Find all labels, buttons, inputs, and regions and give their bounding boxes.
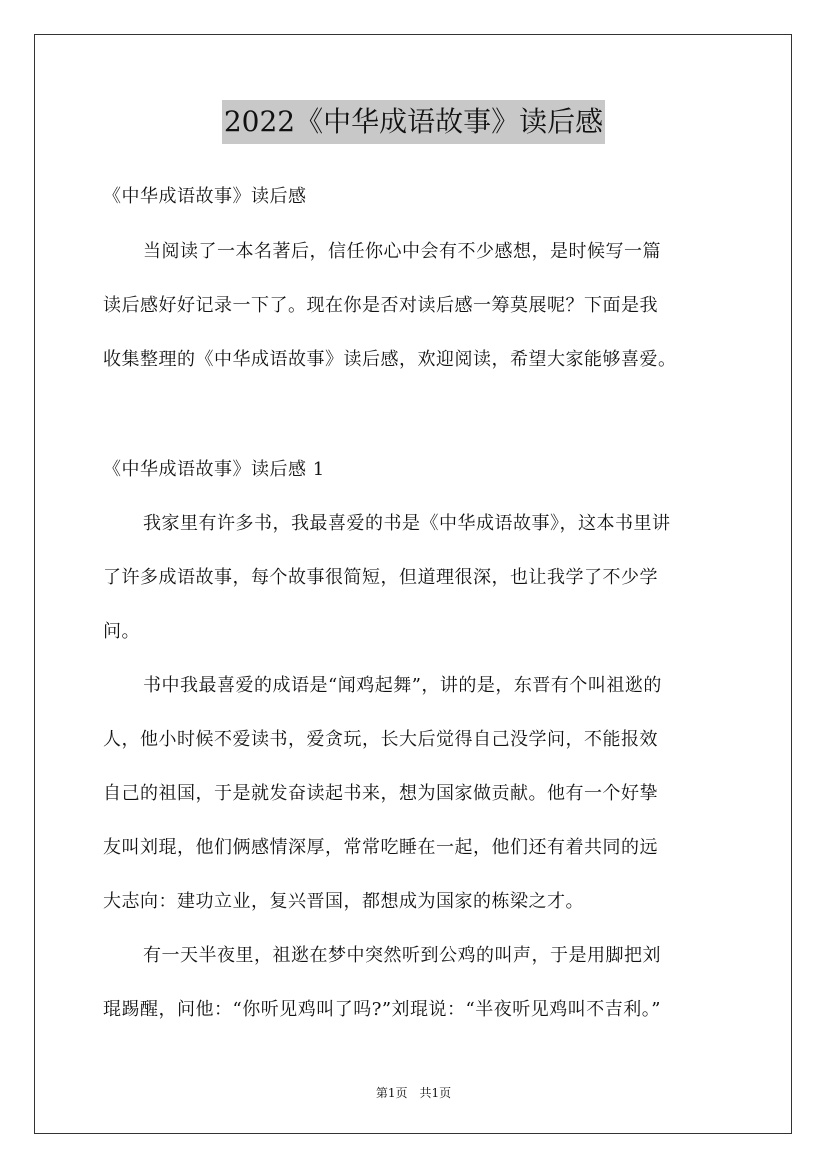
intro-heading: 《中华成语故事》读后感 (103, 186, 307, 207)
body-line: 琨踢醒，问他：“你听见鸡叫了吗?”刘琨说：“半夜听见鸡叫不吉利。” (103, 999, 661, 1020)
body-line: 自己的祖国，于是就发奋读起书来，想为国家做贡献。他有一个好挚 (103, 783, 658, 804)
intro-line: 读后感好好记录一下了。现在你是否对读后感一筹莫展呢？下面是我 (103, 295, 658, 316)
intro-line: 当阅读了一本名著后，信任你心中会有不少感想，是时候写一篇 (143, 241, 661, 262)
body-line: 有一天半夜里，祖逖在梦中突然听到公鸡的叫声，于是用脚把刘 (143, 945, 661, 966)
body-line: 大志向：建功立业，复兴晋国，都想成为国家的栋梁之才。 (103, 891, 584, 912)
page-footer: 第1页 共1页 (375, 1086, 452, 1100)
body-line: 了许多成语故事，每个故事很简短，但道理很深，也让我学了不少学 (103, 567, 658, 588)
body-line: 我家里有许多书，我最喜爱的书是《中华成语故事》，这本书里讲 (143, 513, 671, 534)
body-line: 友叫刘琨，他们俩感情深厚，常常吃睡在一起，他们还有着共同的远 (103, 837, 658, 858)
section-heading: 《中华成语故事》读后感 1 (103, 459, 325, 480)
title-container (0, 100, 827, 144)
body-line: 书中我最喜爱的成语是“闻鸡起舞”，讲的是，东晋有个叫祖逖的 (143, 675, 662, 696)
body-line: 问。 (103, 621, 140, 642)
document-title: 2022《中华成语故事》读后感 (222, 100, 605, 144)
intro-line: 收集整理的《中华成语故事》读后感，欢迎阅读，希望大家能够喜爱。 (103, 349, 677, 370)
body-line: 人，他小时候不爱读书，爱贪玩，长大后觉得自己没学问，不能报效 (103, 729, 658, 750)
